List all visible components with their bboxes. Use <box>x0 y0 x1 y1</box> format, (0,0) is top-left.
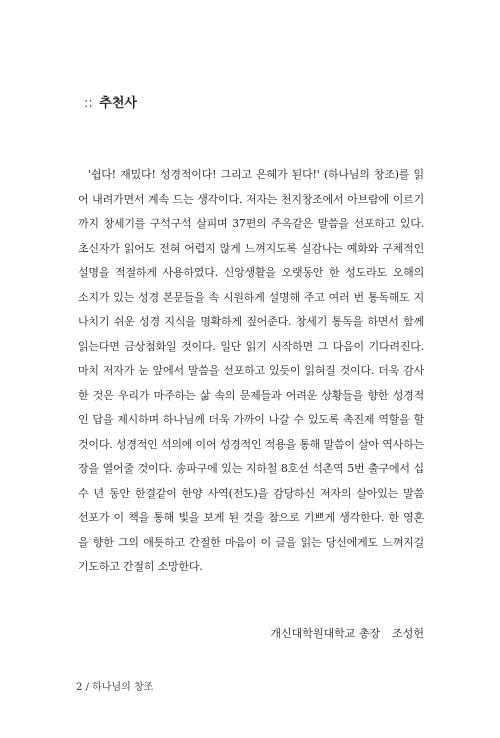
footer-separator: / <box>85 682 89 693</box>
body-line: 인 답을 제시하며 하나님께 더욱 가까이 나갈 수 있도록 촉진제 역할을 할 <box>78 413 424 426</box>
body-line: 소지가 있는 성경 본문들을 속 시원하게 설명해 주고 여러 번 통독해도 지 <box>78 290 424 304</box>
body-line: 마치 저자가 눈 앞에서 말씀을 선포하고 있듯이 읽혀질 것이다. 더욱 감사 <box>78 364 424 377</box>
body-line: 초신자가 읽어도 전혀 어렵지 않게 느껴지도록 실감나는 예화와 구체적인 <box>78 241 424 255</box>
body-line: 나치기 쉬운 성경 지식을 명확하게 짚어준다. 창세기 통독을 하면서 함께 <box>78 315 424 328</box>
body-line: 한 것은 우리가 마주하는 삶 속의 문제들과 어려운 상황들을 향한 성경적 <box>78 388 424 402</box>
body-line: 것이다. 성경적인 석의에 이어 성경적인 적용을 통해 말씀이 살아 역사하는 <box>78 437 424 451</box>
section-heading <box>84 92 137 111</box>
body-line: 어 내려가면서 계속 드는 생각이다. 저자는 천지창조에서 아브람에 이르기 <box>78 192 424 206</box>
body-line: '쉽다! 재밌다! 성경적이다! 그리고 은혜가 된다!' (하나님의 창조)를 읽 <box>88 168 424 181</box>
body-line: 읽는다면 금상첨화일 것이다. 일단 읽기 시작하면 그 다음이 기다려진다. <box>78 339 424 353</box>
body-line: 기도하고 간절히 소망한다. <box>78 560 203 573</box>
heading-marker: :: <box>84 96 93 111</box>
body-line: 장을 열어줄 것이다. 송파구에 있는 지하철 8호선 석촌역 5번 출구에서 십 <box>78 462 424 475</box>
body-line: 을 향한 그의 애틋하고 간절한 마음이 이 글을 읽는 당신에게도 느껴지길 <box>78 535 424 549</box>
signature-name: 조성헌 <box>392 627 424 640</box>
page-footer <box>76 678 153 693</box>
body-line: 설명을 적절하게 사용하였다. 신앙생활을 오랫동안 한 성도라도 오해의 <box>78 266 424 279</box>
signature <box>270 625 424 641</box>
body-line: 수 년 동안 한결같이 한양 사역(전도)을 감당하신 저자의 살아있는 말씀 <box>78 486 424 500</box>
page-number: 2 <box>76 682 83 693</box>
recommendation-body <box>78 163 424 580</box>
page-title: 추천사 <box>99 96 137 111</box>
body-line: 까지 창세기를 구석구석 살피며 37편의 주옥같은 말씀을 선포하고 있다. <box>78 217 424 230</box>
running-title: 하나님의 창조 <box>92 682 154 693</box>
signature-affiliation: 개신대학원대학교 총장 <box>270 627 381 640</box>
body-line: 선포가 이 책을 통해 빛을 보게 된 것을 참으로 기쁘게 생각한다. 한 영혼 <box>78 511 424 524</box>
